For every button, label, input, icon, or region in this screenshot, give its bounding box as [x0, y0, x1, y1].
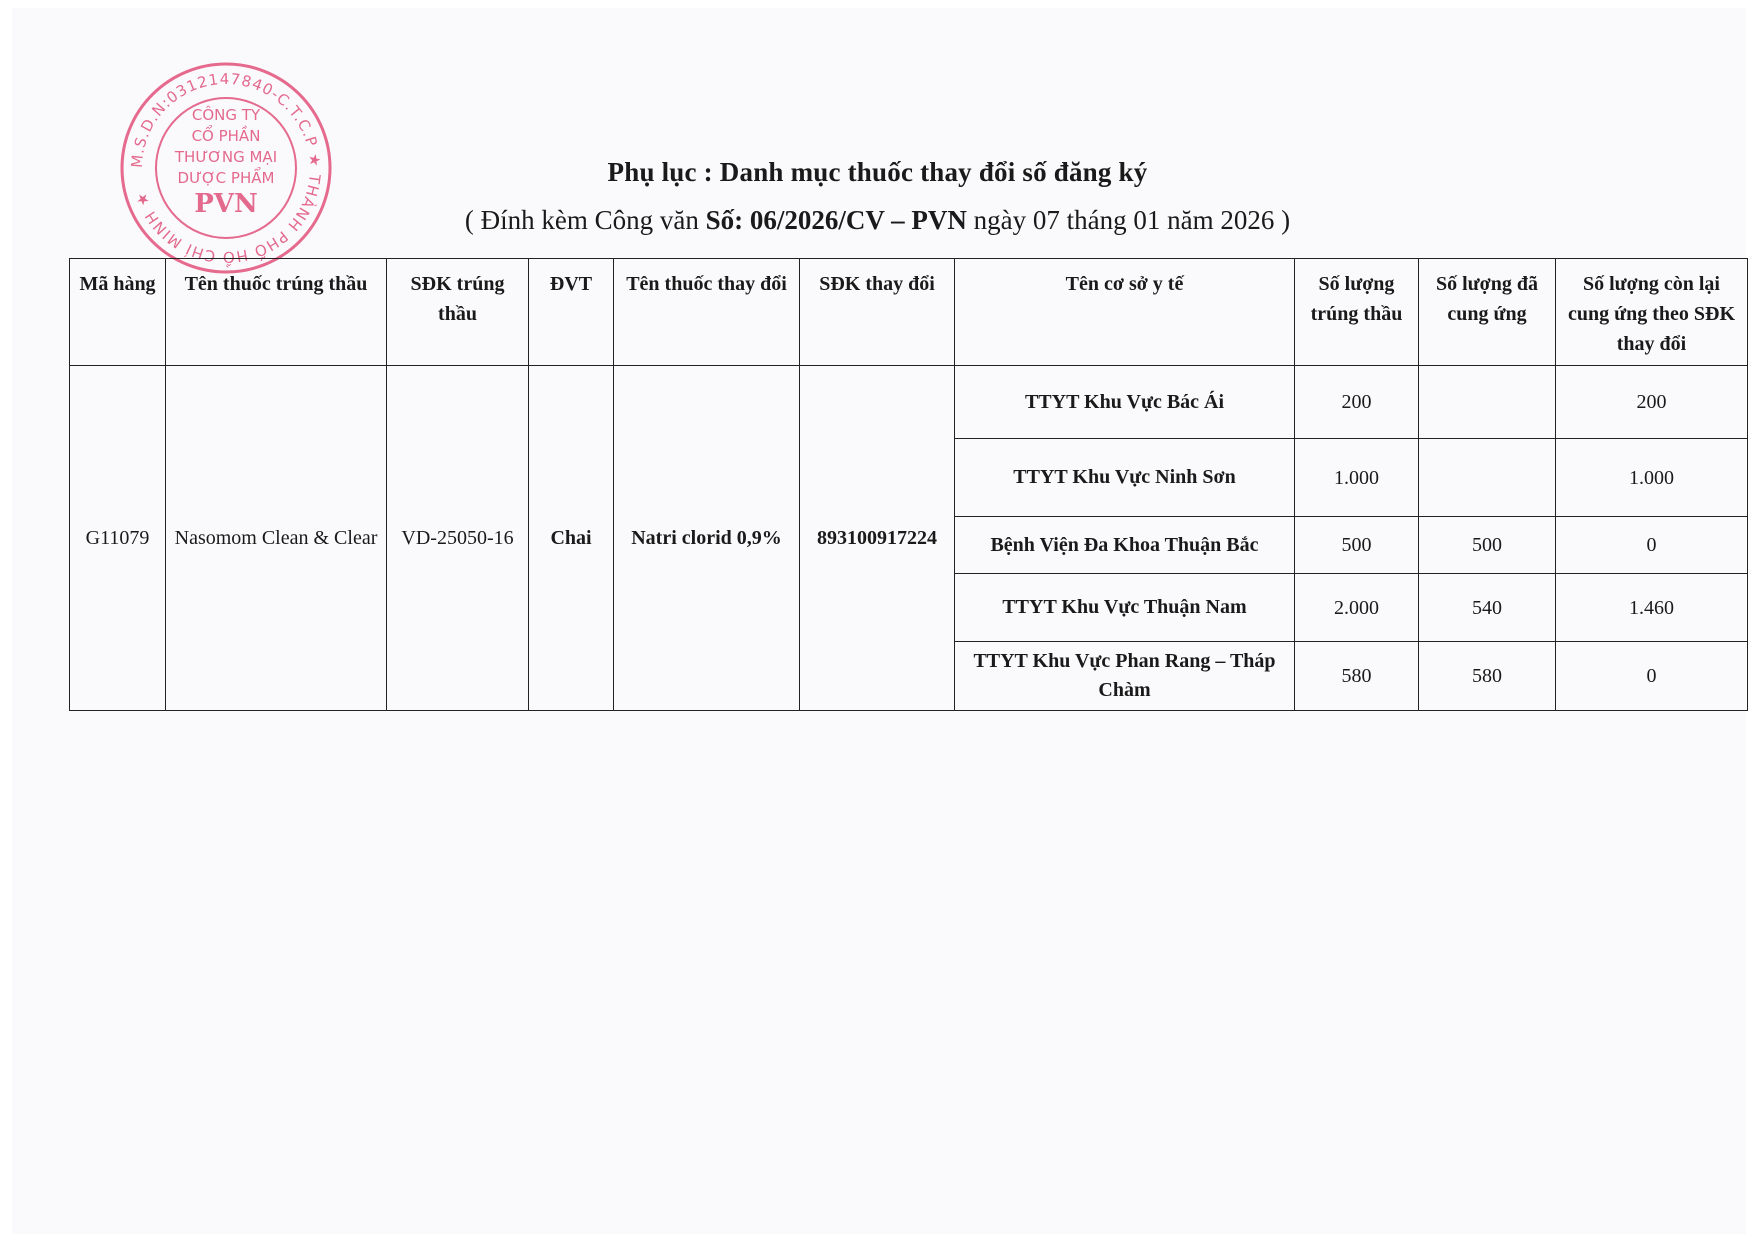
col-header-ten-thuoc-thay-doi: Tên thuốc thay đổi [614, 259, 800, 366]
seal-line-2: CỔ PHẦN [191, 127, 261, 145]
cell-supplied-qty [1419, 366, 1556, 439]
table-header-row [70, 259, 1748, 366]
cell-supplied-qty: 540 [1419, 574, 1556, 642]
cell-remaining-qty: 0 [1556, 642, 1748, 711]
subtitle-date: ngày 07 tháng 01 năm 2026 ) [973, 205, 1291, 235]
document-subtitle [0, 205, 1755, 236]
cell-supplied-qty: 500 [1419, 517, 1556, 574]
cell-facility: TTYT Khu Vực Ninh Sơn [955, 439, 1295, 517]
cell-ma-hang: G11079 [70, 366, 166, 711]
seal-line-5: PVN [194, 189, 258, 219]
seal-ring-text: M.S.D.N:0312147840-C.T.C.P ★ THÀNH PHỐ HỒ CHÍ MINH ★ [127, 69, 325, 267]
cell-facility: Bệnh Viện Đa Khoa Thuận Bắc [955, 517, 1295, 574]
cell-won-qty: 1.000 [1295, 439, 1419, 517]
cell-dvt: Chai [529, 366, 614, 711]
table-row [70, 366, 1748, 439]
cell-won-qty: 2.000 [1295, 574, 1419, 642]
subtitle-prefix: ( Đính kèm Công văn [464, 205, 699, 235]
drug-registration-table [69, 258, 1748, 711]
col-header-so-luong-con-lai: Số lượng còn lại cung ứng theo SĐK thay đổi [1556, 259, 1748, 366]
col-header-ten-thuoc-trung-thau: Tên thuốc trúng thầu [166, 259, 387, 366]
seal-line-1: CÔNG TY [191, 106, 261, 124]
cell-facility: TTYT Khu Vực Thuận Nam [955, 574, 1295, 642]
cell-ten-thuoc-trung-thau: Nasomom Clean & Clear [166, 366, 387, 711]
col-header-sdk-trung-thau: SĐK trúng thầu [387, 259, 529, 366]
cell-remaining-qty: 0 [1556, 517, 1748, 574]
cell-ten-thuoc-thay-doi: Natri clorid 0,9% [614, 366, 800, 711]
cell-supplied-qty: 580 [1419, 642, 1556, 711]
cell-sdk-thay-doi: 893100917224 [800, 366, 955, 711]
cell-facility: TTYT Khu Vực Bác Ái [955, 366, 1295, 439]
seal-line-3: THƯƠNG MẠI [174, 148, 278, 166]
col-header-dvt: ĐVT [529, 259, 614, 366]
cell-won-qty: 580 [1295, 642, 1419, 711]
cell-won-qty: 200 [1295, 366, 1419, 439]
document-title: Phụ lục : Danh mục thuốc thay đổi số đăng ký [607, 157, 1148, 187]
cell-won-qty: 500 [1295, 517, 1419, 574]
cell-remaining-qty: 1.000 [1556, 439, 1748, 517]
col-header-ma-hang: Mã hàng [70, 259, 166, 366]
seal-line-4: DƯỢC PHẨM [177, 169, 275, 187]
col-header-so-luong-trung-thau: Số lượng trúng thầu [1295, 259, 1419, 366]
cell-facility: TTYT Khu Vực Phan Rang – Tháp Chàm [955, 642, 1295, 711]
col-header-ten-co-so-y-te: Tên cơ sở y tế [955, 259, 1295, 366]
subtitle-reference: Số: 06/2026/CV – PVN [705, 205, 967, 235]
cell-sdk-trung-thau: VD-25050-16 [387, 366, 529, 711]
cell-remaining-qty: 200 [1556, 366, 1748, 439]
cell-remaining-qty: 1.460 [1556, 574, 1748, 642]
cell-supplied-qty [1419, 439, 1556, 517]
col-header-so-luong-da-cung-ung: Số lượng đã cung ứng [1419, 259, 1556, 366]
col-header-sdk-thay-doi: SĐK thay đổi [800, 259, 955, 366]
